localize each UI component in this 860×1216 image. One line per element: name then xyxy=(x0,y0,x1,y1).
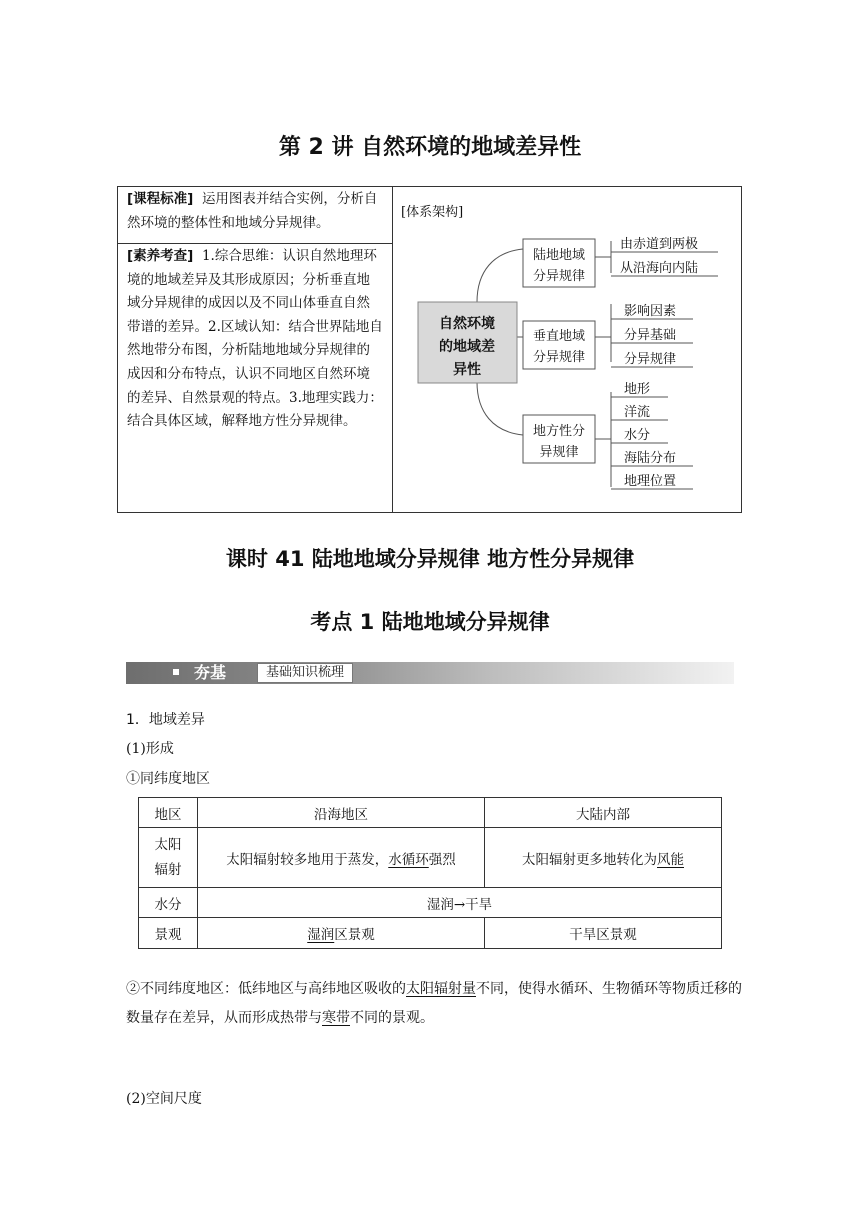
architecture-tag: [体系架构] xyxy=(401,205,464,220)
mindmap-connector-1 xyxy=(477,249,523,302)
subheading-spatial-scale: (2)空间尺度 xyxy=(126,1091,202,1107)
chapter-title: 第 2 讲 自然环境的地域差异性 xyxy=(278,135,582,160)
mindmap-leaf-2-3: 分异规律 xyxy=(624,352,677,367)
mindmap-branch-3-line-2: 异规律 xyxy=(539,445,579,460)
cell-text: 太阳辐射更多地转化为 xyxy=(522,851,657,868)
keypoint-title: 考点 1 陆地地域分异规律 xyxy=(310,610,550,634)
overview-table xyxy=(117,186,742,513)
mindmap-leaf-2-1: 影响因素 xyxy=(624,304,677,319)
mindmap-center-line-3: 异性 xyxy=(453,362,481,378)
paragraph-different-latitude xyxy=(126,975,742,1033)
banner-sub-label: 基础知识梳理 xyxy=(257,663,353,683)
comparison-table xyxy=(138,797,722,949)
mindmap-leaf-3-2: 洋流 xyxy=(624,405,651,420)
table-cell: 湿润→干旱 xyxy=(198,888,722,918)
banner-bullet-icon xyxy=(173,669,179,675)
mindmap-branch-3-line-1: 地方性分 xyxy=(532,424,586,439)
table-cell: 干旱区景观 xyxy=(485,918,722,949)
table-row xyxy=(139,918,722,949)
cell-text: 强烈 xyxy=(428,851,456,868)
literacy-text: 1.综合思维：认识自然地理环境的地域差异及其形成原因；分析垂直地域分异规律的成因以及不同山体垂直自然带谱的差异。2.区域认知：结合世界陆地自然地带分布图，分析陆地地域分异规律的成因和分布特点，认识不同地区自然环境的差异、自然景观的特点。3.地理实践力：结合具体区域，解释地方性分异规律。 xyxy=(127,248,383,430)
mindmap-leaf-1-1: 由赤道到两极 xyxy=(620,237,699,252)
table-row xyxy=(139,888,722,918)
literacy-tag: [素养考查] xyxy=(127,248,194,264)
banner-main-label: 夯基 xyxy=(194,663,227,682)
table-row xyxy=(139,828,722,888)
mindmap-branch-1-line-2: 分异规律 xyxy=(532,269,586,284)
cell-text: 区景观 xyxy=(334,927,375,943)
mindmap-connector-3 xyxy=(477,382,523,435)
mindmap-leaf-3-1: 地形 xyxy=(624,382,651,397)
table-cell: 景观 xyxy=(139,918,198,949)
paragraph-text: 不同，使得水循环、生物循环等物质迁移的数量存在差异，从而形成热带与 xyxy=(126,981,742,1026)
table-header-cell: 沿海地区 xyxy=(198,798,485,828)
section-banner xyxy=(126,662,734,684)
table-row xyxy=(139,798,722,828)
mindmap-leaf-3-3: 水分 xyxy=(624,428,651,443)
mindmap-leaf-3-5: 地理位置 xyxy=(624,474,677,489)
lesson-title: 课时 41 陆地地域分异规律 地方性分异规律 xyxy=(225,547,635,571)
table-cell xyxy=(198,918,485,949)
paragraph-answer: 太阳辐射量 xyxy=(406,981,476,997)
mindmap-leaf-2-2: 分异基础 xyxy=(624,328,677,343)
mindmap-branch-2-line-2: 分异规律 xyxy=(532,350,586,365)
mindmap-branch-2-line-1: 垂直地域 xyxy=(532,329,586,344)
table-cell: 太阳辐射 xyxy=(139,828,198,888)
overview-left-column xyxy=(118,187,393,512)
mindmap-leaf-1-2: 从沿海向内陆 xyxy=(620,261,699,276)
architecture-cell xyxy=(393,187,743,512)
literacy-cell xyxy=(118,244,392,434)
table-header-cell: 大陆内部 xyxy=(485,798,722,828)
mindmap-leaf-3-4: 海陆分布 xyxy=(624,451,677,466)
cell-answer: 风能 xyxy=(657,851,684,868)
curriculum-standard-cell xyxy=(118,187,392,244)
curriculum-tag: [课程标准] xyxy=(127,191,194,207)
section-heading-regional-difference: 1．地域差异 xyxy=(126,712,205,728)
mindmap-center-line-1: 自然环境 xyxy=(439,316,495,332)
table-header-cell: 地区 xyxy=(139,798,198,828)
cell-answer: 水循环 xyxy=(388,851,429,868)
paragraph-text: ②不同纬度地区：低纬地区与高纬地区吸收的 xyxy=(126,981,406,997)
table-cell xyxy=(198,828,485,888)
cell-answer: 湿润 xyxy=(307,927,335,943)
paragraph-answer: 寒带 xyxy=(322,1010,350,1026)
mindmap-branch-1-line-1: 陆地地域 xyxy=(532,248,586,263)
curriculum-text: 运用图表并结合实例，分析自然环境的整体性和地域分异规律。 xyxy=(127,191,378,231)
table-cell xyxy=(485,828,722,888)
mindmap-center-line-2: 的地域差 xyxy=(439,339,495,355)
subheading-same-latitude: ①同纬度地区 xyxy=(126,771,210,787)
mindmap-diagram xyxy=(393,187,743,512)
table-cell: 水分 xyxy=(139,888,198,918)
cell-text: 太阳辐射较多地用于蒸发， xyxy=(226,851,389,868)
paragraph-text: 不同的景观。 xyxy=(350,1010,434,1026)
subheading-formation: (1)形成 xyxy=(126,741,174,757)
